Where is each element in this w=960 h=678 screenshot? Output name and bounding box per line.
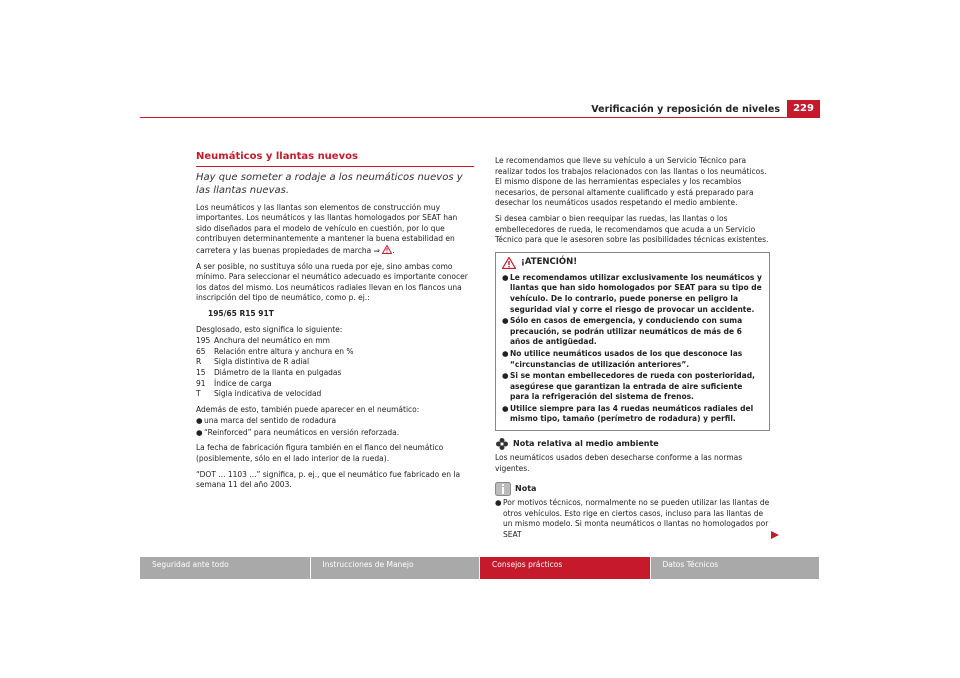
tab-seguridad[interactable]: Seguridad ante todo [140, 557, 310, 579]
wheels-paragraph: Si desea cambiar o bien reequipar las ruedas, las llantas o los embellecedores de rueda, le recomendamos que acuda a un Servicio Técnico para que le asesoren sobre las posibilidades técnicas existentes. [495, 213, 769, 245]
info-icon [495, 482, 511, 496]
tab-instrucciones[interactable]: Instrucciones de Manejo [311, 557, 480, 579]
breakdown-intro: Desglosado, esto significa lo siguiente: [196, 324, 343, 334]
intro-paragraph: Los neumáticos y las llantas son elementos de construcción muy importantes. Los neumáticos y las llantas homologados por SEAT han sido diseñados para el modelo de vehículo en cuestión, por lo que contribuyen determinantemente a mantener la buena estabilidad en carretera y las buenas propiedades de marcha ⇒ . [196, 202, 458, 255]
note-title: Nota [515, 483, 537, 493]
selection-paragraph: A ser posible, no sustituya sólo una rueda por eje, sino ambas como mínimo. Para seleccionar el neumático adecuado es importante conocer los datos del mismo. Los neumáticos radiales llevan en los flancos una inscripción del tipo de neumático, como p. ej.: [196, 261, 468, 303]
breakdown-row: T Sigla indicativa de velocidad [196, 389, 322, 399]
warning-item: ● Le recomendamos utilizar exclusivamente los neumáticos y llantas que han sido homologados por SEAT para su tipo de vehículo. De lo contrario, puede ponerse en peligro la seguridad vial y corre el riesgo de provocar un accidente. [502, 272, 762, 314]
tab-consejos[interactable]: Consejos prácticos [480, 557, 650, 579]
list-item: ● una marca del sentido de rodadura [196, 416, 337, 426]
warning-box [495, 252, 770, 431]
service-paragraph: Le recomendamos que lleve su vehículo a un Servicio Técnico para realizar todos los trabajos relacionados con las llantas o los neumáticos. El mismo dispone de las herramientas especiales y los recambios necesarios, de personal altamente cualificado y está preparado para desechar los neumáticos usados respetando el medio ambiente. [495, 156, 767, 208]
warning-item: ● No utilice neumáticos usados de los que desconoce las “circunstancias de utilización anteriores”. [502, 348, 743, 369]
warning-item: ● Utilice siempre para las 4 ruedas neumáticos radiales del mismo tipo, tamaño (perímetro de rodadura) y perfil. [502, 403, 754, 424]
dot-paragraph: “DOT ... 1103 ...” significa, p. ej., que el neumático fue fabricado en la semana 11 del año 2003. [196, 469, 461, 490]
footer-nav [140, 557, 820, 579]
section-rule [196, 166, 474, 167]
note-item: ● Por motivos técnicos, normalmente no se pueden utilizar las llantas de otros vehículos. Esto rige en ciertos casos, incluso para las llantas de un mismo modelo. Si monta neumáticos o llantas no homologados por SEAT [495, 498, 770, 540]
warning-triangle-icon [502, 257, 516, 269]
breakdown-row: 195 Anchura del neumático en mm [196, 336, 330, 346]
note-header [495, 482, 770, 496]
next-page-arrow-icon[interactable] [770, 530, 780, 540]
section-title: Neumáticos y llantas nuevos [196, 151, 358, 162]
warning-title: ¡ATENCIÓN! [521, 257, 578, 268]
tab-datos[interactable]: Datos Técnicos [651, 557, 820, 579]
breakdown-row: 91 Índice de carga [196, 378, 272, 388]
section-subtitle: Hay que someter a rodaje a los neumáticos nuevos y las llantas nuevas. [196, 171, 463, 196]
warning-item: ● Si se montan embellecedores de rueda con posterioridad, asegúrese que garantizan la entrada de aire suficiente para la refrigeración del sistema de frenos. [502, 371, 755, 402]
warning-header [502, 257, 763, 269]
header-rule [140, 117, 820, 118]
breakdown-row: 65 Relación entre altura y anchura en % [196, 346, 354, 356]
date-paragraph: La fecha de fabricación figura también en el flanco del neumático (posiblemente, sólo en el lado interior de la rueda). [196, 443, 444, 464]
right-column [495, 156, 770, 542]
breakdown-row: 15 Diámetro de la llanta en pulgadas [196, 367, 342, 377]
warning-icon[interactable] [382, 245, 392, 254]
warning-item: ● Sólo en casos de emergencia, y conduciendo con suma precaución, se podrán utilizar neumáticos de más de 6 años de antigüedad. [502, 316, 743, 347]
intro-text: Los neumáticos y las llantas son elementos de construcción muy importantes. Los neumáticos y las llantas homologados por SEAT han sido diseñados para el modelo de vehículo en cuestión, por lo que contribuyen determinantemente a mantener la buena estabilidad en carretera y las buenas propiedades de marcha ⇒ [196, 202, 458, 255]
chapter-title: Verificación y reposición de niveles [591, 104, 780, 115]
breakdown-row: R Sigla distintiva de R adial [196, 357, 310, 367]
left-column [196, 152, 474, 496]
breakdown-list [196, 336, 474, 400]
env-note-header [495, 437, 770, 451]
page-number: 229 [787, 100, 820, 118]
tyre-code: 195/65 R15 91T [208, 308, 274, 318]
list-item: ● “Reinforced” para neumáticos en versión reforzada. [196, 427, 400, 437]
extra-intro: Además de esto, también puede aparecer en el neumático: [196, 404, 420, 414]
env-note-text: Los neumáticos usados deben desecharse conforme a las normas vigentes. [495, 453, 743, 473]
flower-icon [495, 437, 509, 451]
env-note-title: Nota relativa al medio ambiente [513, 438, 659, 448]
